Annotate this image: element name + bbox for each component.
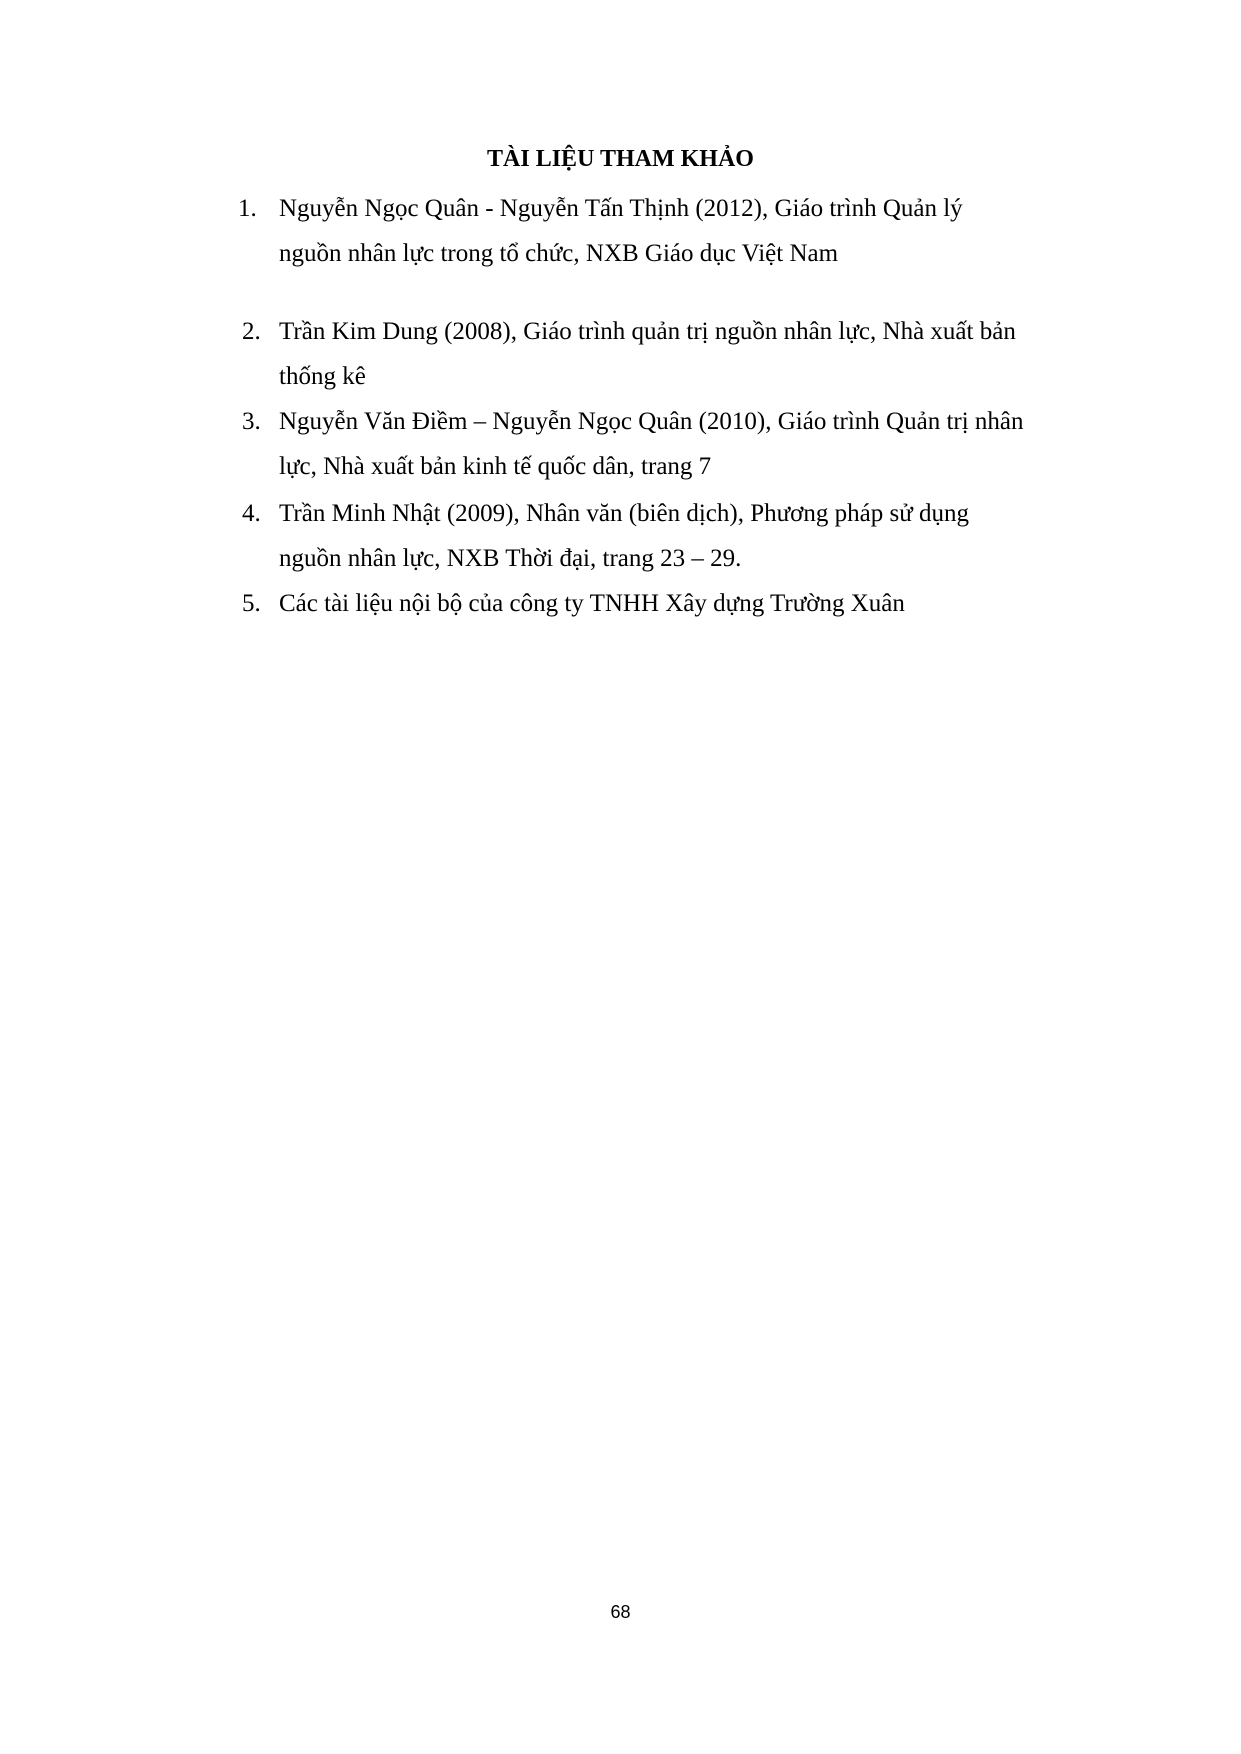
reference-line: lực, Nhà xuất bản kinh tế quốc dân, trang 7 (279, 453, 712, 480)
reference-line: Trần Minh Nhật (2009), Nhân văn (biên dịch), Phương pháp sử dụng (279, 500, 970, 527)
reference-number: 4. (242, 500, 261, 527)
reference-number: 2. (242, 318, 261, 345)
reference-line: Trần Kim Dung (2008), Giáo trình quản trị nguồn nhân lực, Nhà xuất bản (279, 318, 1016, 345)
reference-number: 5. (242, 590, 261, 617)
reference-line: nguồn nhân lực, NXB Thời đại, trang 23 – 29. (279, 545, 742, 572)
reference-line: nguồn nhân lực trong tổ chức, NXB Giáo dục Việt Nam (279, 240, 839, 267)
reference-number: 3. (242, 408, 261, 435)
reference-line: thống kê (279, 363, 366, 390)
reference-line: Nguyễn Văn Điềm – Nguyễn Ngọc Quân (2010), Giáo trình Quản trị nhân (279, 408, 1024, 435)
reference-number: 1. (238, 195, 257, 222)
page-title: TÀI LIỆU THAM KHẢO (487, 146, 754, 172)
page-number: 68 (610, 1602, 631, 1622)
reference-line: Các tài liệu nội bộ của công ty TNHH Xây dựng Trường Xuân (279, 590, 905, 617)
reference-line: Nguyễn Ngọc Quân - Nguyễn Tấn Thịnh (2012), Giáo trình Quản lý (279, 195, 963, 222)
